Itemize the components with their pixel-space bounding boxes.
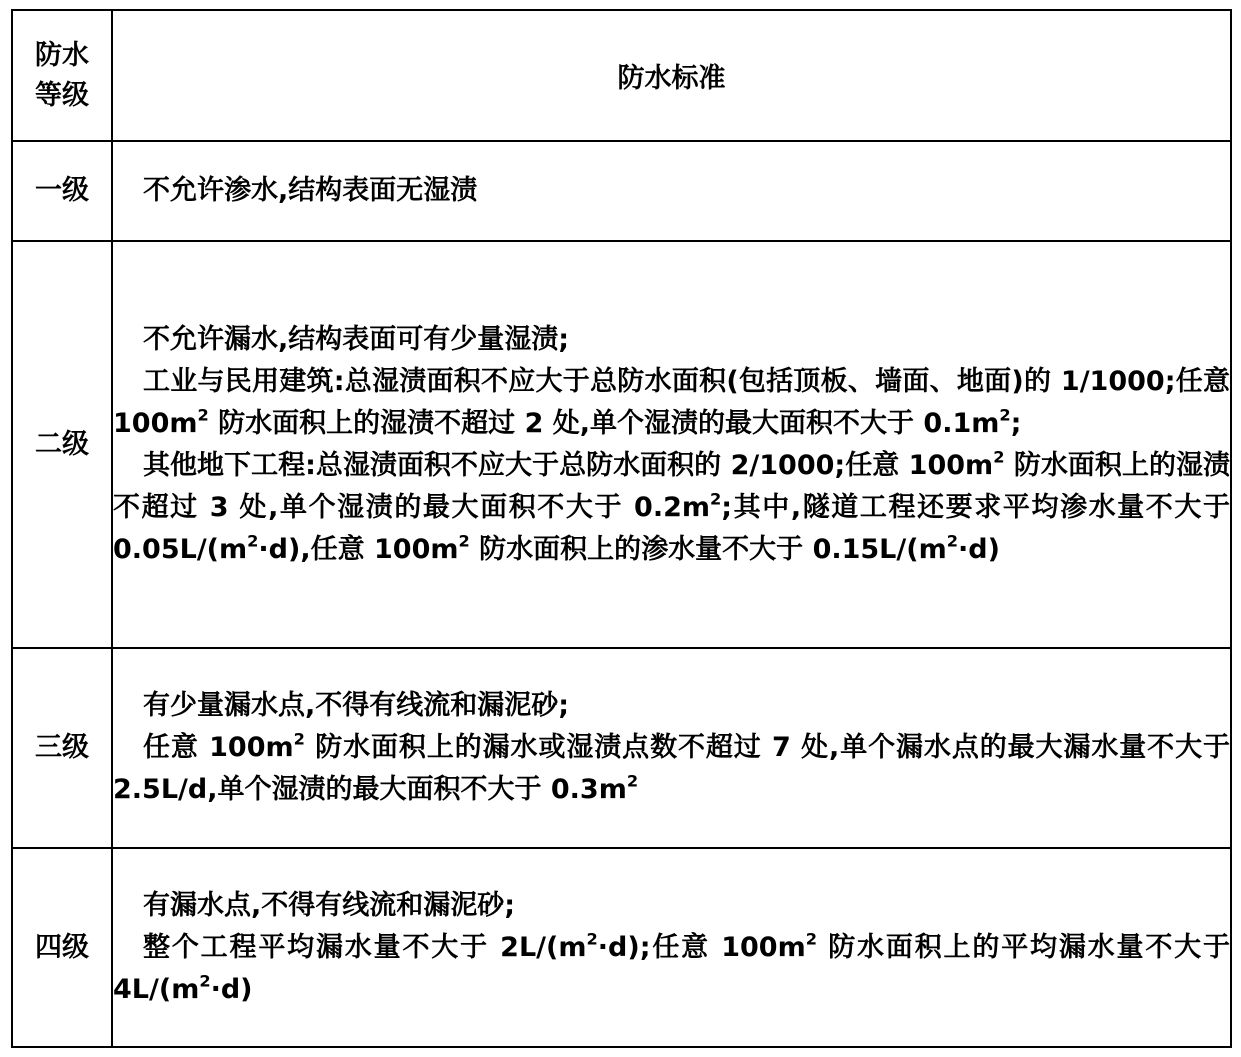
text-run: 防水面积上的平均漏水量不大于 4L/(m [113,931,1230,1005]
standard-paragraph [113,361,1230,445]
text-run: 其他地下工程:总湿渍面积不应大于总防水面积的 2/1000;任意 100m [143,449,994,481]
standard-cell [112,241,1231,648]
text-run: ·d) [958,533,1000,565]
text-run: ; [1010,407,1022,439]
header-grade-cell [12,10,112,141]
standard-paragraph: 不允许漏水,结构表面可有少量湿渍; [143,323,570,355]
superscript: 2 [586,929,598,949]
text-run: ·d) [210,973,253,1005]
superscript: 2 [710,489,722,509]
superscript: 2 [458,531,470,551]
table-row [12,848,1231,1047]
superscript: 2 [626,771,639,791]
superscript: 2 [199,971,211,991]
superscript: 2 [999,405,1011,425]
standard-paragraph: 有少量漏水点,不得有线流和漏泥砂; [143,690,570,721]
text-run: ·d),任意 100m [258,533,459,565]
text-run: ;其中,隧道工程还要求平均渗水量不大于 0.05L/(m [113,491,1230,565]
superscript: 2 [197,405,209,425]
table-row [12,241,1231,648]
table-row [12,141,1231,241]
header-standard-cell: 防水标准 [112,10,1231,141]
text-run: 防水面积上的漏水或湿渍点数不超过 7 处,单个漏水点的最大漏水量不大于 2.5L/d,单个湿渍的最大面积不大于 0.3m [113,732,1230,805]
standard-paragraph: 不允许渗水,结构表面无湿渍 [143,175,478,206]
text-run: 防水面积上的渗水量不大于 0.15L/(m [469,533,947,565]
grade-cell: 三级 [12,648,112,848]
superscript: 2 [293,729,305,749]
standard-paragraph [113,727,1230,811]
table-header-row [12,10,1231,141]
standard-cell [112,141,1231,241]
grade-cell: 一级 [12,141,112,241]
standard-cell [112,848,1231,1047]
standard-cell [112,648,1231,848]
header-grade-line1: 防水 [35,39,89,71]
text-run: 防水面积上的湿渍不超过 2 处,单个湿渍的最大面积不大于 0.1m [208,407,1000,439]
text-run: 防水面积上的湿渍不超过 3 处,单个湿渍的最大面积不大于 0.2m [113,449,1230,523]
text-run: 工业与民用建筑:总湿渍面积不应大于总防水面积(包括顶板、墙面、地面)的 1/1000;任意 100m [113,365,1230,439]
superscript: 2 [993,447,1005,467]
standard-paragraph [113,927,1230,1011]
table-row [12,648,1231,848]
header-grade-line2: 等级 [35,79,89,111]
text-run: 任意 100m [143,732,294,763]
superscript: 2 [805,929,817,949]
grade-cell: 二级 [12,241,112,648]
text-run: 整个工程平均漏水量不大于 2L/(m [143,931,587,963]
grade-cell: 四级 [12,848,112,1047]
text-run: ·d);任意 100m [597,931,806,963]
waterproof-grade-table [11,9,1232,1048]
superscript: 2 [946,531,958,551]
superscript: 2 [247,531,259,551]
standard-paragraph [113,445,1230,571]
standard-paragraph: 有漏水点,不得有线流和漏泥砂; [143,889,516,921]
